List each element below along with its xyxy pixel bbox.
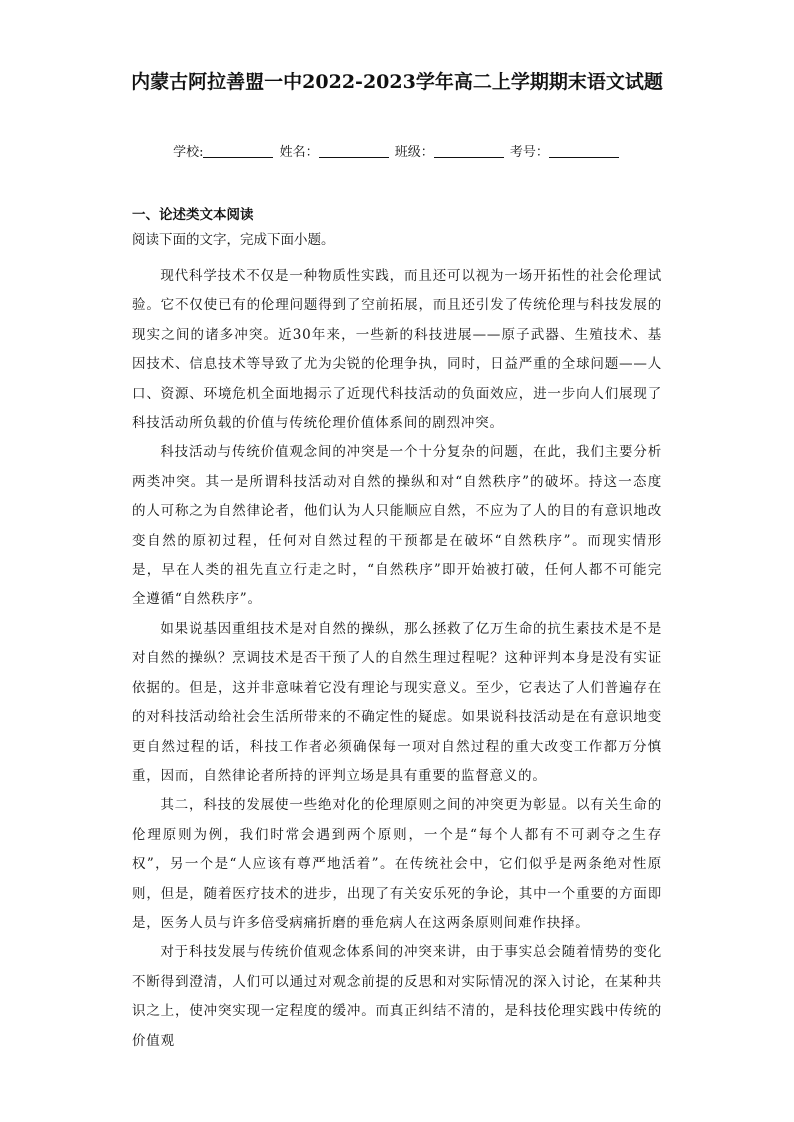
section-heading: 一、论述类文本阅读 (132, 207, 254, 223)
passage-paragraph: 科技活动与传统价值观念间的冲突是一个十分复杂的问题，在此，我们主要分析两类冲突。其一是所谓科技活动对自然的操纵和对“自然秩序”的破坏。持这一态度的人可称之为自然律论者，他们认为人只能顺应自然，不应为了人的目的有意识地改变自然的原初过程，任何对自然过程的干预都是在破坏“自然秩序”。而现实情形是，早在人类的祖先直立行走之时，“自然秩序”即开始被打破，任何人都不可能完全遵循“自然秩序”。 (132, 444, 662, 608)
name-label: 姓名： (279, 145, 319, 160)
exam-number-blank[interactable] (549, 143, 619, 158)
class-blank[interactable] (434, 143, 504, 158)
passage (132, 262, 662, 1056)
name-blank[interactable] (319, 143, 389, 158)
passage-paragraph: 现代科学技术不仅是一种物质性实践，而且还可以视为一场开拓性的社会伦理试验。它不仅使已有的伦理问题得到了空前拓展，而且还引发了传统伦理与科技发展的现实之间的诸多冲突。近30年来，一些新的科技进展——原子武器、生殖技术、基因技术、信息技术等导致了尤为尖锐的伦理争执，同时，日益严重的全球问题——人口、资源、环境危机全面地揭示了近现代科技活动的负面效应，进一步向人们展现了科技活动所负载的价值与传统伦理价值体系间的剧烈冲突。 (132, 268, 662, 432)
class-label: 班级： (394, 145, 434, 160)
student-info-line (0, 143, 794, 163)
passage-paragraph: 对于科技发展与传统价值观念体系间的冲突来讲，由于事实总会随着情势的变化不断得到澄清，人们可以通过对观念前提的反思和对实际情况的深入讨论，在某种共识之上，使冲突实现一定程度的缓冲。而真正纠结不清的，是科技伦理实践中传统的价值观 (132, 944, 662, 1049)
passage-paragraph: 其二，科技的发展使一些绝对化的伦理原则之间的冲突更为彰显。以有关生命的伦理原则为例，我们时常会遇到两个原则，一个是“每个人都有不可剥夺之生存权”，另一个是“人应该有尊严地活着”。在传统社会中，它们似乎是两条绝对性原则，但是，随着医疗技术的进步，出现了有关安乐死的争论，其中一个重要的方面即是，医务人员与许多倍受病痛折磨的垂危病人在这两条原则间难作抉择。 (132, 797, 662, 931)
exam-number-label: 考号： (509, 145, 549, 160)
reading-instruction: 阅读下面的文字，完成下面小题。 (132, 232, 335, 248)
document-title: 内蒙古阿拉善盟一中2022-2023学年高二上学期期末语文试题 (131, 71, 663, 93)
school-label: 学校: (173, 145, 204, 160)
school-blank[interactable] (203, 143, 273, 158)
passage-paragraph: 如果说基因重组技术是对自然的操纵，那么拯救了亿万生命的抗生素技术是不是对自然的操纵？烹调技术是否干预了人的自然生理过程呢？这种评判本身是没有实证依据的。但是，这并非意味着它没有理论与现实意义。至少，它表达了人们普遍存在的对科技活动给社会生活所带来的不确定性的疑虑。如果说科技活动是在有意识地变更自然过程的话，科技工作者必须确保每一项对自然过程的重大改变工作都万分慎重，因而，自然律论者所持的评判立场是具有重要的监督意义的。 (132, 620, 662, 784)
